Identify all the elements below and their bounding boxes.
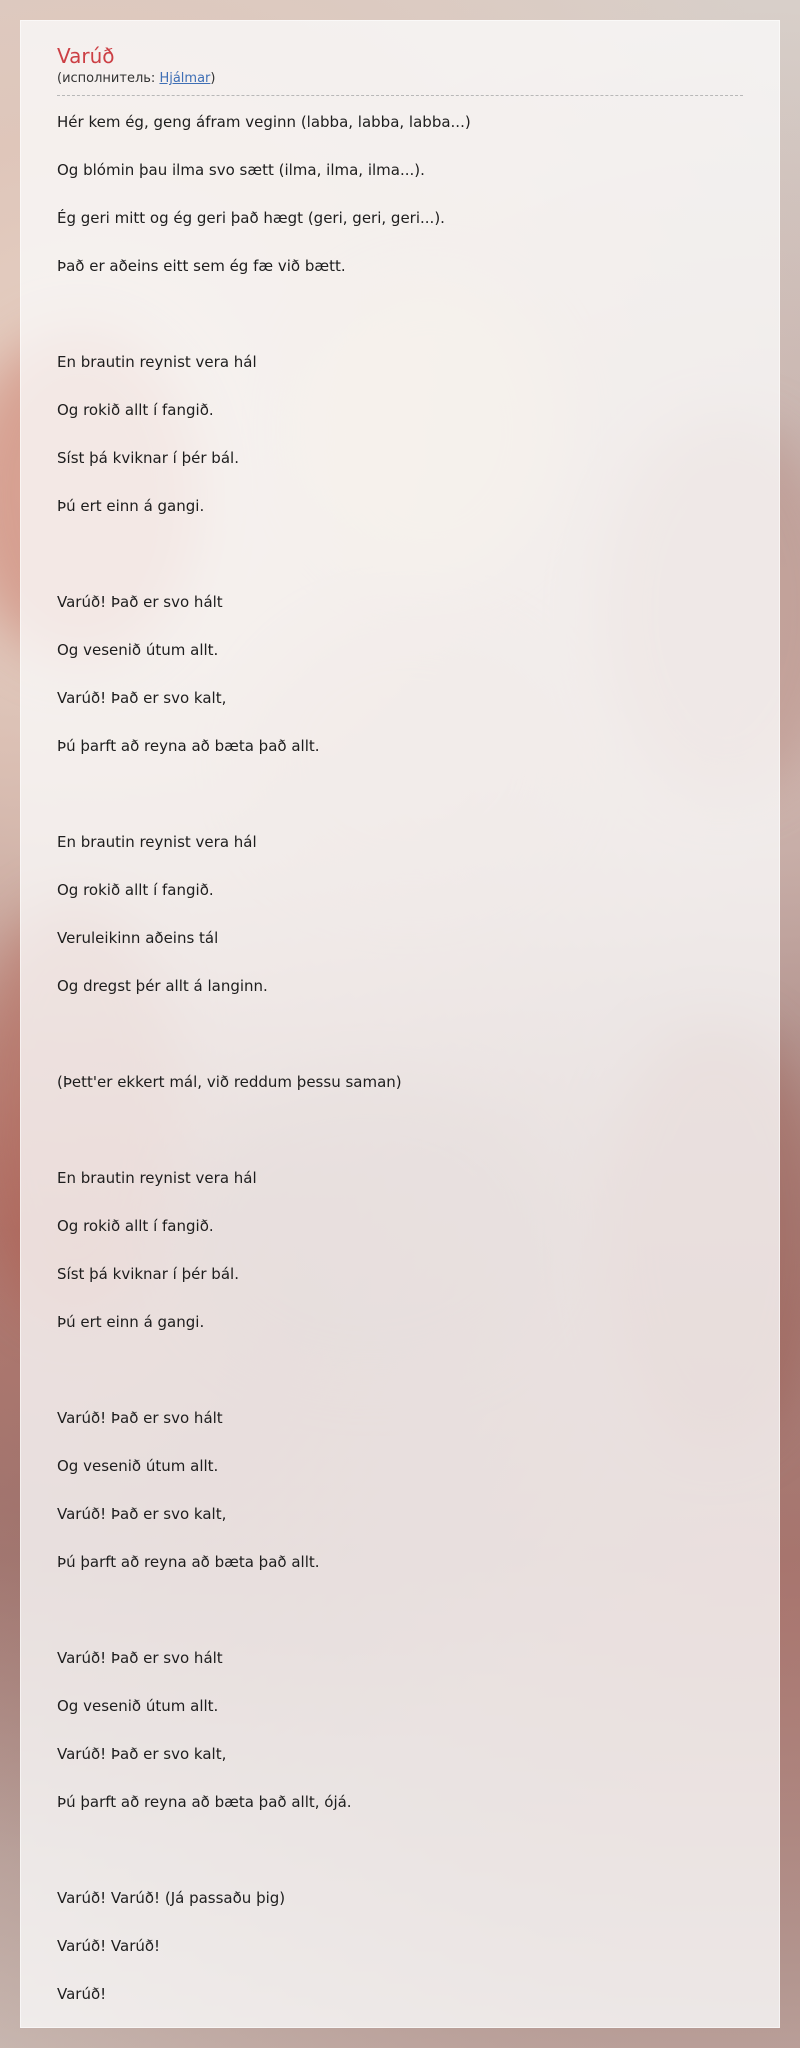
lyric-line: Varúð! Það er svo kalt, [57,689,227,707]
lyric-line: Það er aðeins eitt sem ég fæ við bætt. [57,257,346,275]
artist-prefix-label: (исполнитель: [57,71,156,86]
lyric-line: En brautin reynist vera hál [57,1169,257,1187]
lyric-line: Hér kem ég, geng áfram veginn (labba, labba, labba...) [57,113,471,131]
lyric-line: (Þett'er ekkert mál, við reddum þessu saman) [57,1073,402,1091]
artist-line [57,71,743,96]
lyric-line: Þú þarft að reyna að bæta það allt, ójá. [57,1793,352,1811]
lyric-line-spacer [57,784,743,804]
lyric-line: Þú þarft að reyna að bæta það allt. [57,737,320,755]
lyric-line: Og dregst þér allt á langinn. [57,977,268,995]
lyric-line: Varúð! Það er svo hált [57,1409,223,1427]
lyric-line: Varúð! Varúð! (Já passaðu þig) [57,1889,286,1907]
lyric-line: Þú þarft að reyna að bæta það allt. [57,1553,320,1571]
lyric-line-spacer [57,304,743,324]
lyric-line-spacer [57,1024,743,1044]
lyric-line: Og rokið allt í fangið. [57,1217,214,1235]
lyric-line: Þú ert einn á gangi. [57,1313,205,1331]
lyric-line: Veruleikinn aðeins tál [57,929,219,947]
lyrics-text [57,112,743,2004]
lyric-line: Varúð! Það er svo kalt, [57,1505,227,1523]
lyric-line: Þú ert einn á gangi. [57,497,205,515]
lyric-line: Varúð! Það er svo hált [57,1649,223,1667]
page-title: Varúð [57,44,115,68]
lyric-line: Og vesenið útum allt. [57,641,219,659]
lyric-line: Og vesenið útum allt. [57,1697,219,1715]
lyric-line: Síst þá kviknar í þér bál. [57,1265,239,1283]
lyric-line: Og blómin þau ilma svo sætt (ilma, ilma, ilma...). [57,161,425,179]
lyric-line: Síst þá kviknar í þér bál. [57,449,239,467]
lyric-line: En brautin reynist vera hál [57,833,257,851]
lyric-line: En brautin reynist vera hál [57,353,257,371]
lyrics-card [20,20,780,2028]
lyric-line-spacer [57,1120,743,1140]
lyric-line: Varúð! Varúð! [57,1937,161,1955]
artist-link[interactable]: Hjálmar [159,71,211,86]
artist-suffix-label: ) [210,71,216,86]
lyric-line-spacer [57,544,743,564]
lyric-line: Ég geri mitt og ég geri það hægt (geri, geri, geri...). [57,209,445,227]
lyric-line-spacer [57,1600,743,1620]
lyric-line-spacer [57,1840,743,1860]
lyric-line: Varúð! [57,1985,107,2003]
lyric-line: Varúð! Það er svo hált [57,593,223,611]
lyric-line-spacer [57,1360,743,1380]
lyric-line: Og vesenið útum allt. [57,1457,219,1475]
lyric-line: Varúð! Það er svo kalt, [57,1745,227,1763]
lyric-line: Og rokið allt í fangið. [57,881,214,899]
lyric-line: Og rokið allt í fangið. [57,401,214,419]
